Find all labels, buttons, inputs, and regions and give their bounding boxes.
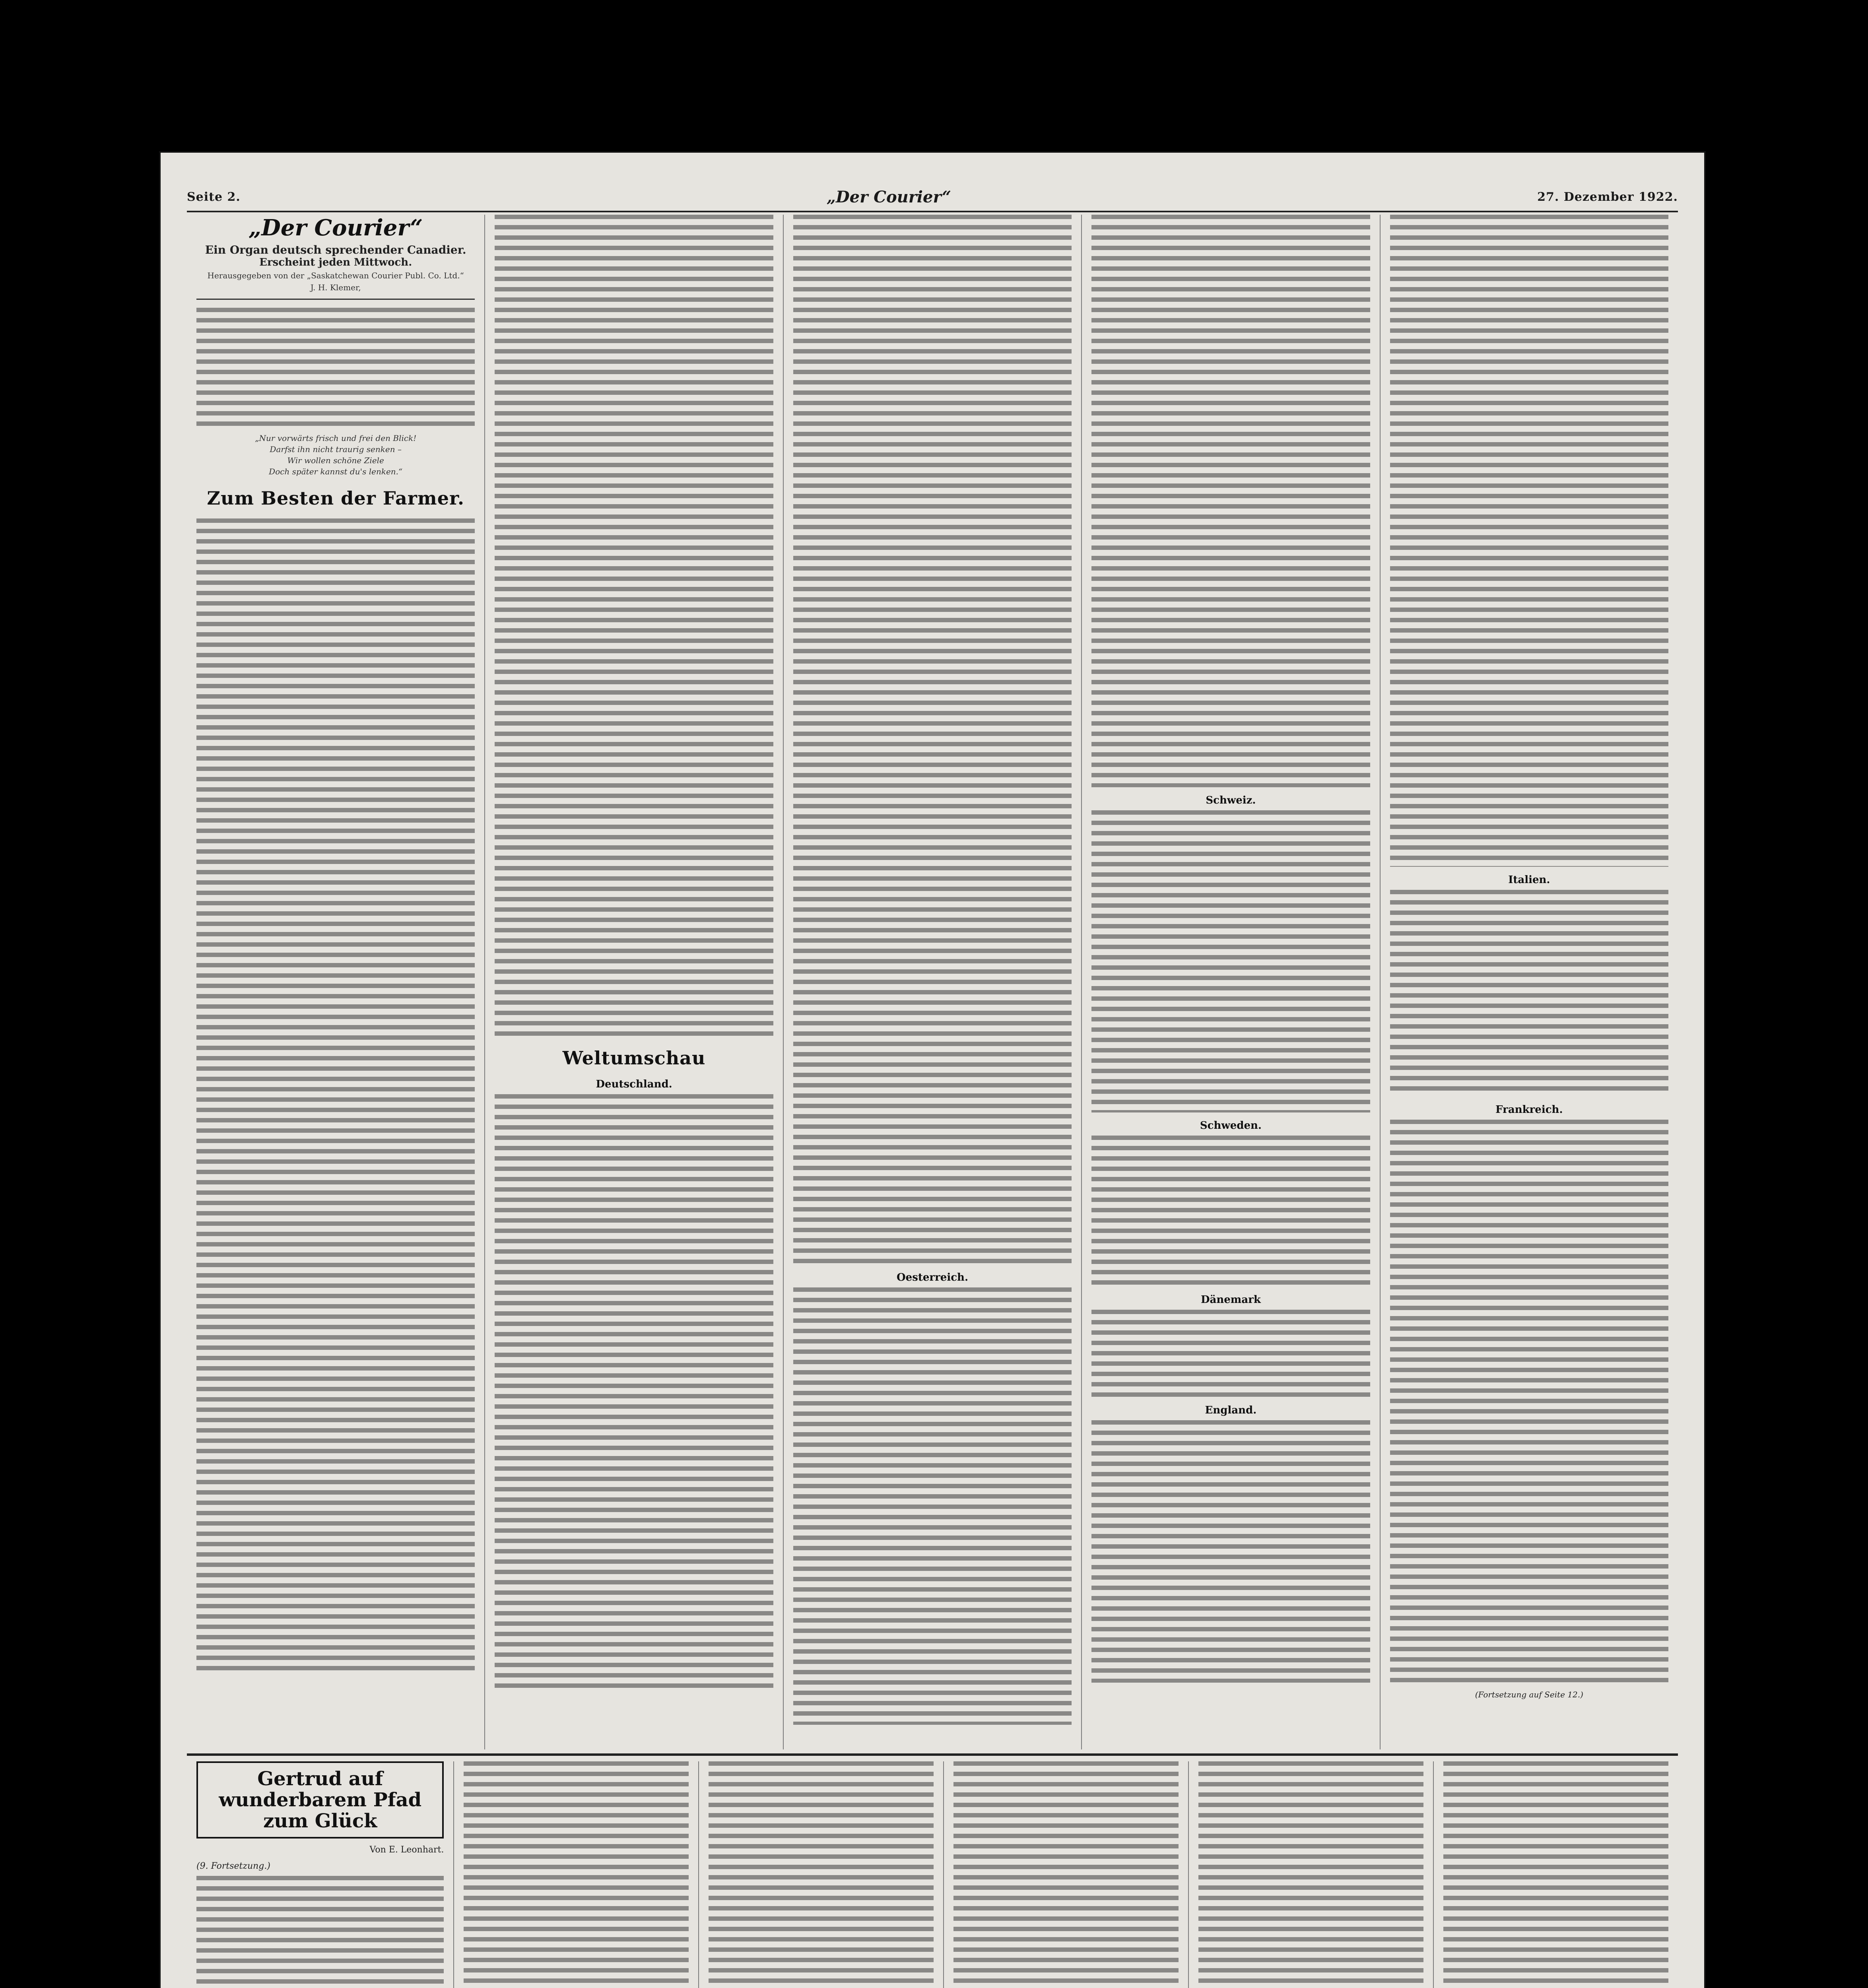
issue-date: 27. Dezember 1922. — [1537, 190, 1678, 204]
poem-line: Darfst ihn nicht traurig senken – — [270, 445, 402, 454]
article-body — [1091, 810, 1370, 1112]
section-divider — [187, 1753, 1678, 1756]
story-column-1 — [187, 1761, 454, 1988]
poem-line: „Nur vorwärts frisch und frei den Blick! — [255, 433, 417, 443]
article-body — [495, 1094, 773, 1691]
story-body — [196, 1876, 444, 1988]
section-sweden: Schweden. — [1200, 1120, 1262, 1132]
story-title: Gertrud auf wunderbarem Pfad zum Glück — [219, 1768, 422, 1832]
section-austria: Oesterreich. — [897, 1272, 968, 1283]
serial-story-section — [187, 1761, 1678, 1988]
story-body — [953, 1761, 1179, 1988]
newspaper-page — [159, 151, 1706, 1988]
story-byline: Von E. Leonhart. — [369, 1845, 444, 1855]
section-germany: Deutschland. — [596, 1078, 672, 1090]
story-column-5 — [1189, 1761, 1434, 1988]
story-body — [709, 1761, 934, 1988]
column-1 — [187, 215, 485, 1749]
story-body — [464, 1761, 689, 1988]
article-body — [793, 215, 1072, 1264]
newspaper-name: „Der Courier“ — [826, 187, 951, 206]
article-body — [495, 215, 773, 1042]
page-number: Seite 2. — [187, 190, 241, 204]
article-body — [1390, 890, 1668, 1097]
column-2 — [485, 215, 783, 1749]
story-installment: (9. Fortsetzung.) — [196, 1861, 270, 1872]
column-4 — [1082, 215, 1380, 1749]
headline-world: Weltumschau — [562, 1047, 706, 1069]
section-italy: Italien. — [1508, 874, 1550, 886]
story-column-2 — [454, 1761, 699, 1988]
article-body — [1390, 1120, 1668, 1684]
article-body — [1091, 1310, 1370, 1397]
story-body — [1198, 1761, 1423, 1988]
continued-note: (Fortsetzung auf Seite 12.) — [1475, 1690, 1583, 1699]
section-france: Frankreich. — [1495, 1104, 1563, 1116]
story-column-3 — [699, 1761, 944, 1988]
masthead-publisher: Herausgegeben von der „Saskatchewan Courier Publ. Co. Ltd.“ — [207, 271, 464, 280]
main-columns — [187, 215, 1678, 1749]
masthead — [196, 215, 475, 300]
poem-line: Doch später kannst du's lenken.“ — [269, 467, 403, 476]
article-body — [1091, 215, 1370, 787]
section-denmark: Dänemark — [1200, 1294, 1261, 1306]
motto-poem — [196, 433, 475, 477]
story-body — [1443, 1761, 1668, 1988]
article-body — [1390, 215, 1668, 867]
column-5 — [1381, 215, 1678, 1749]
story-column-4 — [944, 1761, 1189, 1988]
story-column-6 — [1434, 1761, 1678, 1988]
subscription-info — [196, 308, 475, 427]
section-england: England. — [1205, 1404, 1257, 1416]
column-3 — [784, 215, 1082, 1749]
masthead-title: „Der Courier“ — [249, 215, 423, 241]
section-switzerland: Schweiz. — [1206, 794, 1256, 806]
masthead-editor: J. H. Klemer, — [310, 283, 361, 292]
masthead-subtitle: Ein Organ deutsch sprechender Canadier. — [205, 243, 466, 256]
masthead-frequency: Erscheint jeden Mittwoch. — [259, 256, 412, 268]
article-body — [793, 1287, 1072, 1725]
story-title-box — [196, 1761, 444, 1839]
article-body — [1091, 1136, 1370, 1287]
article-body — [1091, 1420, 1370, 1683]
poem-line: Wir wollen schöne Ziele — [287, 456, 384, 465]
headline-farmers: Zum Besten der Farmer. — [207, 487, 464, 509]
page-header — [187, 183, 1678, 212]
article-body — [196, 518, 475, 1672]
